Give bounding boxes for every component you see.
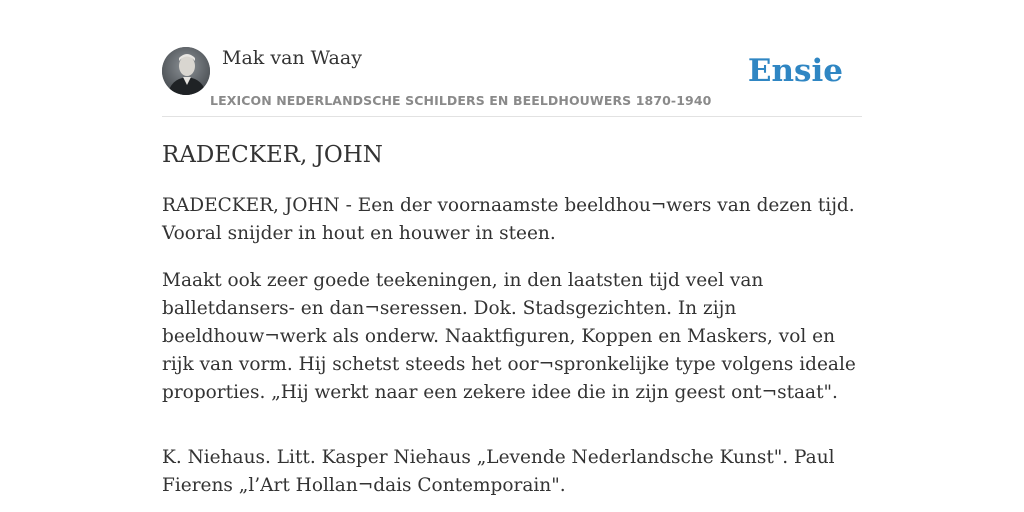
article-body — [162, 192, 862, 512]
ensie-logo[interactable]: Ensie — [747, 53, 843, 89]
page-title: RADECKER, JOHN — [162, 142, 383, 168]
source-lexicon-name[interactable]: LEXICON NEDERLANDSCHE SCHILDERS EN BEELDHOUWERS 1870-1940 — [210, 93, 712, 108]
article-paragraph: K. Niehaus. Litt. Kasper Niehaus „Levende Nederlandsche Kunst". Paul Fierens „l’Art Hollan¬dais Contemporain". — [162, 447, 835, 496]
author-avatar[interactable] — [162, 47, 210, 95]
author-name[interactable]: Mak van Waay — [222, 47, 362, 69]
site-header — [162, 46, 862, 117]
author-portrait-image — [162, 47, 210, 95]
article-paragraph: Maakt ook zeer goede teekeningen, in den laatsten tijd veel van balletdansers- en dan¬seressen. Dok. Stadsgezichten. In zijn beeldhouw¬werk als onderw. Naaktfiguren, Koppen en Maskers, vol en rijk van vorm. Hij schetst steeds het oor¬spronkelijke type volgens ideale proporties. „Hij werkt naar een zekere idee die in zijn geest ont¬staat". — [162, 270, 856, 403]
article-paragraph: RADECKER, JOHN - Een der voornaamste beeldhou¬wers van dezen tijd. Vooral snijder in hout en houwer in steen. — [162, 195, 855, 244]
